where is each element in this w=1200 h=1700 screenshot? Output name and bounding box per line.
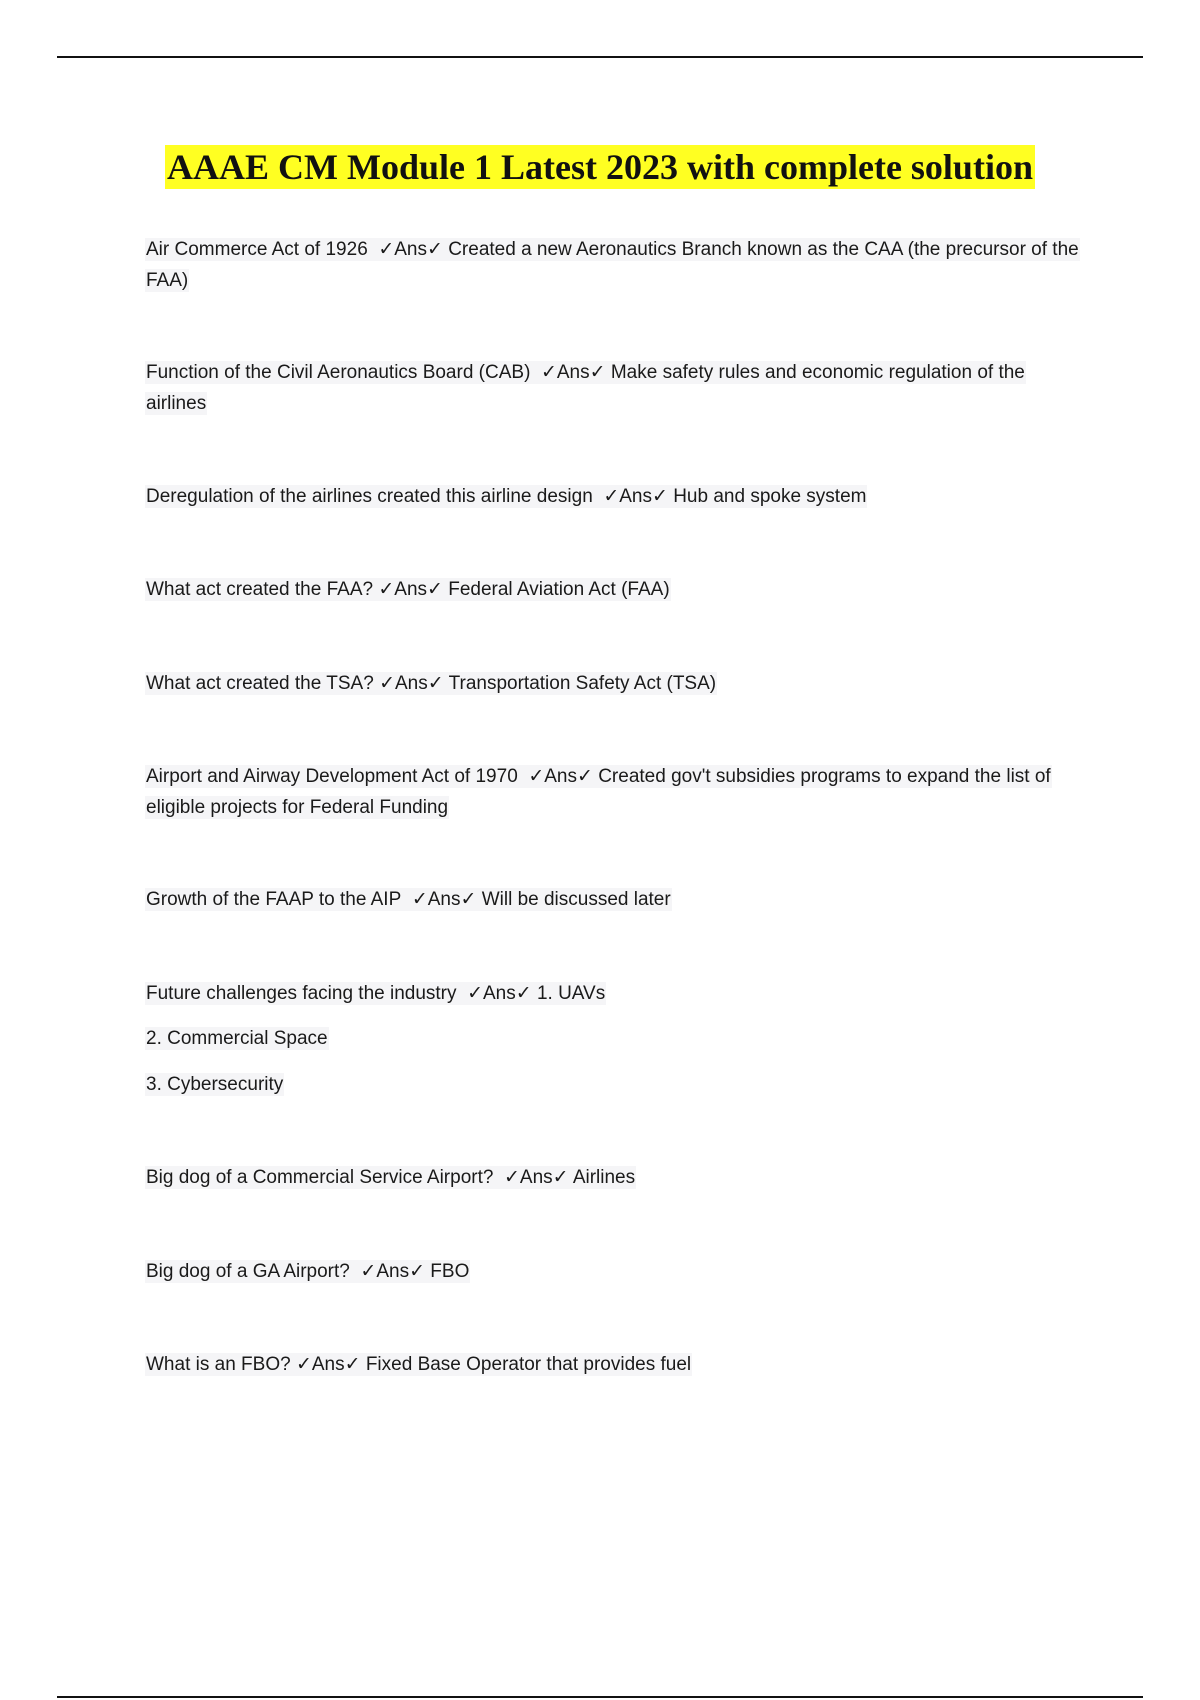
question: Function of the Civil Aeronautics Board (CAB) — [146, 362, 531, 383]
bottom-rule — [57, 1696, 1143, 1698]
ans-separator: ✓Ans✓ — [411, 889, 477, 910]
question: Big dog of a Commercial Service Airport? — [146, 1167, 494, 1188]
qa-item — [145, 1256, 1085, 1287]
answer-continuation: 3. Cybersecurity — [146, 1074, 284, 1095]
question: Big dog of a GA Airport? — [146, 1261, 350, 1282]
list-item — [145, 1069, 284, 1100]
answer: Created gov't subsidies programs to expand the list of eligible projects for Federal Funding — [146, 766, 1051, 818]
question: Deregulation of the airlines created this airline design — [146, 486, 593, 507]
qa-item — [145, 884, 1085, 915]
ans-separator: ✓Ans✓ — [378, 579, 443, 600]
qa-item — [145, 481, 1085, 512]
title-block — [0, 145, 1200, 189]
ans-separator: ✓Ans✓ — [540, 362, 606, 383]
ans-separator: ✓Ans✓ — [295, 1354, 361, 1375]
qa-item — [145, 668, 1085, 699]
qa-item — [145, 234, 1085, 296]
question: What act created the TSA? — [146, 673, 374, 694]
qa-item — [145, 761, 1085, 823]
answer: Airlines — [572, 1167, 636, 1188]
answer: Hub and spoke system — [673, 486, 867, 507]
ans-separator: ✓Ans✓ — [360, 1261, 426, 1282]
qa-item — [145, 574, 1085, 605]
qa-item — [145, 1349, 1085, 1380]
answer: 1. UAVs — [536, 983, 606, 1004]
ans-separator: ✓Ans✓ — [504, 1167, 569, 1188]
ans-separator: ✓Ans✓ — [378, 239, 443, 260]
question: Growth of the FAAP to the AIP — [146, 889, 402, 910]
top-rule — [57, 56, 1143, 58]
answer: Transportation Safety Act (TSA) — [448, 673, 717, 694]
ans-separator: ✓Ans✓ — [603, 486, 668, 507]
question: Airport and Airway Development Act of 1970 — [146, 766, 518, 787]
answer: Created a new Aeronautics Branch known as the CAA (the precursor of the FAA) — [146, 239, 1079, 291]
ans-separator: ✓Ans✓ — [467, 983, 532, 1004]
answer: FBO — [430, 1261, 470, 1282]
answer: Fixed Base Operator that provides fuel — [365, 1354, 692, 1375]
qa-item — [145, 978, 1085, 1009]
question: What is an FBO? — [146, 1354, 291, 1375]
answer: Will be discussed later — [481, 889, 671, 910]
question: What act created the FAA? — [146, 579, 374, 600]
list-item — [145, 1023, 329, 1054]
answer-continuation: 2. Commercial Space — [146, 1028, 328, 1049]
ans-separator: ✓Ans✓ — [379, 673, 444, 694]
answer: Federal Aviation Act (FAA) — [448, 579, 670, 600]
question: Air Commerce Act of 1926 — [146, 239, 368, 260]
document-title: AAAE CM Module 1 Latest 2023 with complete solution — [167, 147, 1033, 187]
ans-separator: ✓Ans✓ — [528, 766, 593, 787]
qa-item — [145, 357, 1085, 419]
answer: Make safety rules and economic regulation of the airlines — [146, 362, 1025, 414]
qa-item — [145, 1162, 1085, 1193]
question: Future challenges facing the industry — [146, 983, 457, 1004]
